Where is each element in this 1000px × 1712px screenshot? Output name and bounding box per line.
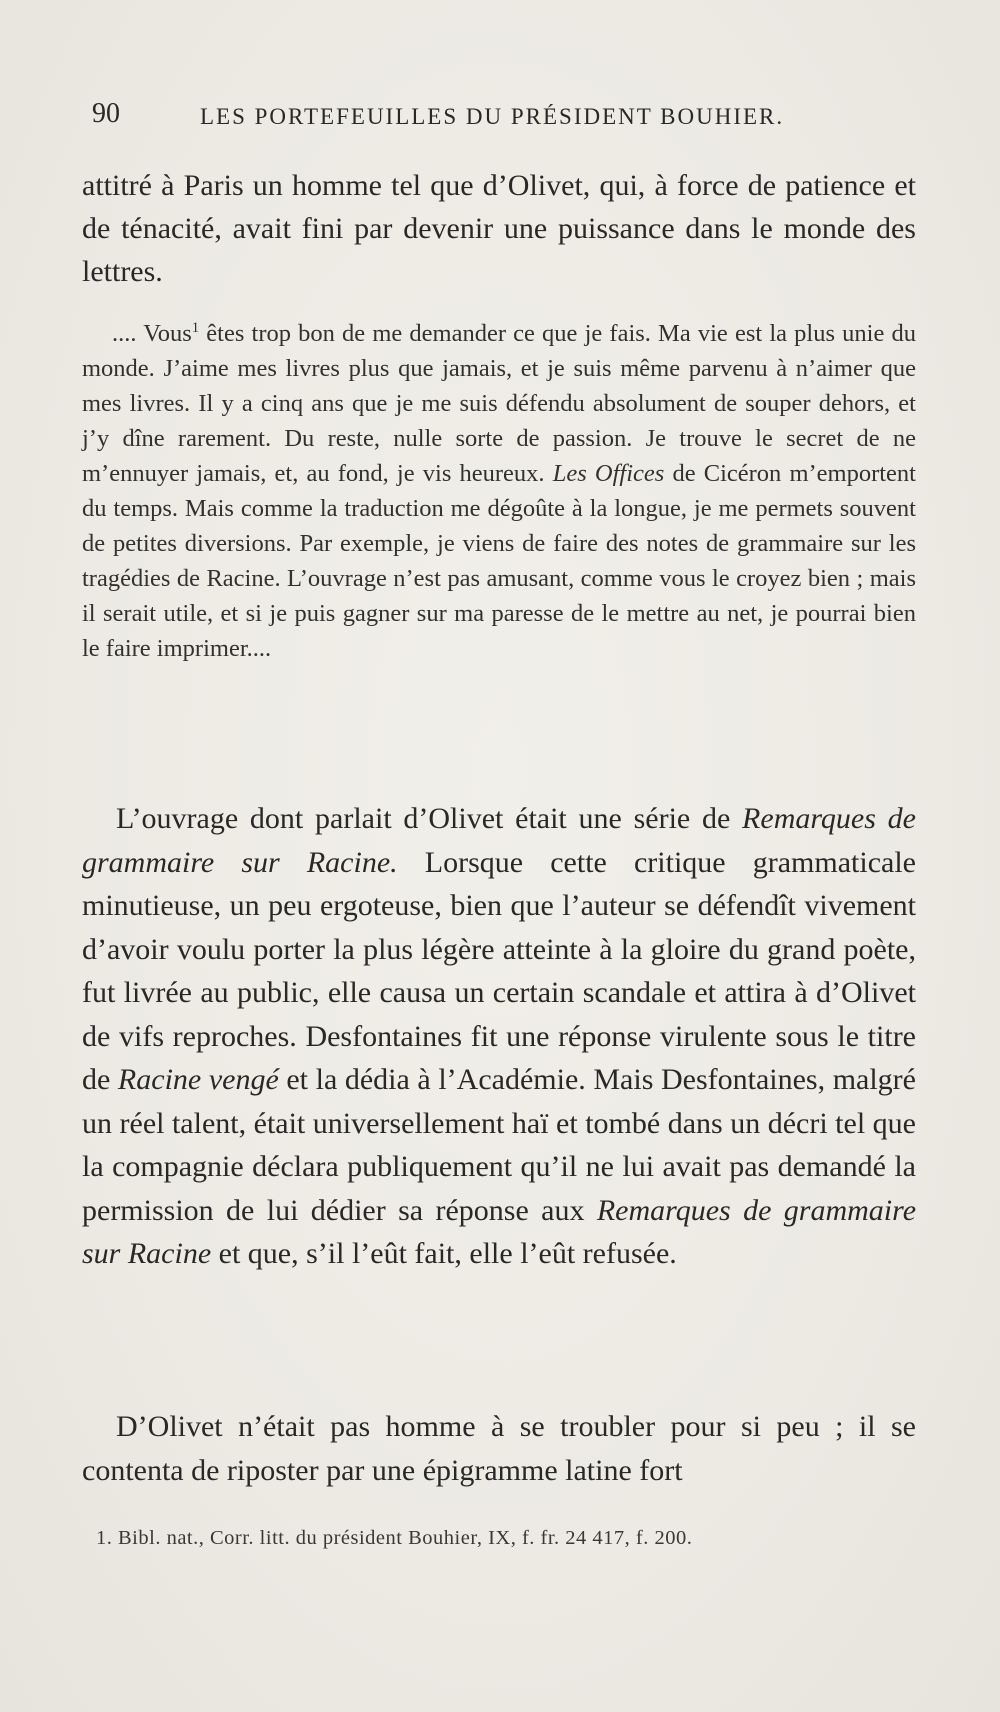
- main-italic-3: Remarques de grammaire sur Racine: [82, 1193, 917, 1270]
- running-head: [92, 98, 924, 138]
- footnote-reference: 1: [191, 319, 200, 336]
- main-italic-1: Remarques de grammaire sur Racine.: [82, 802, 916, 879]
- main-italic-2: Racine vengé: [117, 1063, 279, 1096]
- main-text-1: L’ouvrage dont parlait d’Olivet était une série de: [116, 802, 743, 835]
- letter-excerpt: [82, 316, 916, 666]
- olivet-paragraph: D’Olivet n’était pas homme à se troubler pour si peu ; il se contenta de riposter par une épigramme latine fort: [82, 1410, 916, 1487]
- letter-lead: .... Vous: [112, 320, 192, 347]
- continued-paragraph: attitré à Paris un homme tel que d’Olivet, qui, à force de patience et de ténacité, avait fini par devenir une puissance dans le monde des lettres.: [82, 169, 916, 288]
- letter-italic-title: Les Offices: [552, 460, 665, 487]
- main-text-4: et que, s’il l’eût fait, elle l’eût refusée.: [211, 1237, 677, 1270]
- page-number: 90: [92, 98, 120, 129]
- letter-text-continued: de Cicéron m’emportent du temps. Mais comme la traduction me dégoûte à la longue, je me permets souvent de petites diversions. Par exemple, je viens de faire des notes de grammaire sur les tragédies de Racine. L’ouvrage n’est pas amusant, comme vous le croyez bien ; mais il serait utile, et si je puis gagner sur ma paresse de le mettre au net, je pourrai bien le faire imprimer....: [82, 460, 916, 662]
- main-text-3: et la dédia à l’Académie. Mais Desfontaines, malgré un réel talent, était universellement haï et tombé dans un décri tel que la compagnie déclara publiquement qu’il ne lui avait pas demandé la permission de lui dédier sa réponse aux: [82, 1063, 916, 1227]
- main-paragraph: [82, 797, 916, 1276]
- main-text-2: Lorsque cette critique grammaticale minutieuse, un peu ergoteuse, bien que l’auteur se défendît vivement d’avoir voulu porter la plus légère atteinte à la gloire du grand poète, fut livrée au public, elle causa un certain scandale et attira à d’Olivet de vifs reproches. Desfontaines fit une réponse virulente sous le titre de: [82, 845, 916, 1096]
- footnote: 1. Bibl. nat., Corr. litt. du président Bouhier, IX, f. fr. 24 417, f. 200.: [96, 1527, 693, 1549]
- running-title: LES PORTEFEUILLES DU PRÉSIDENT BOUHIER.: [200, 104, 785, 129]
- letter-text: êtes trop bon de me demander ce que je fais. Ma vie est la plus unie du monde. J’aime mes livres plus que jamais, et je suis même parvenu à n’aimer que mes livres. Il y a cinq ans que je me suis défendu absolument de souper dehors, et j’y dîne rarement. Du reste, nulle sorte de passion. Je trouve le secret de ne m’ennuyer jamais, et, au fond, je vis heureux.: [82, 320, 916, 487]
